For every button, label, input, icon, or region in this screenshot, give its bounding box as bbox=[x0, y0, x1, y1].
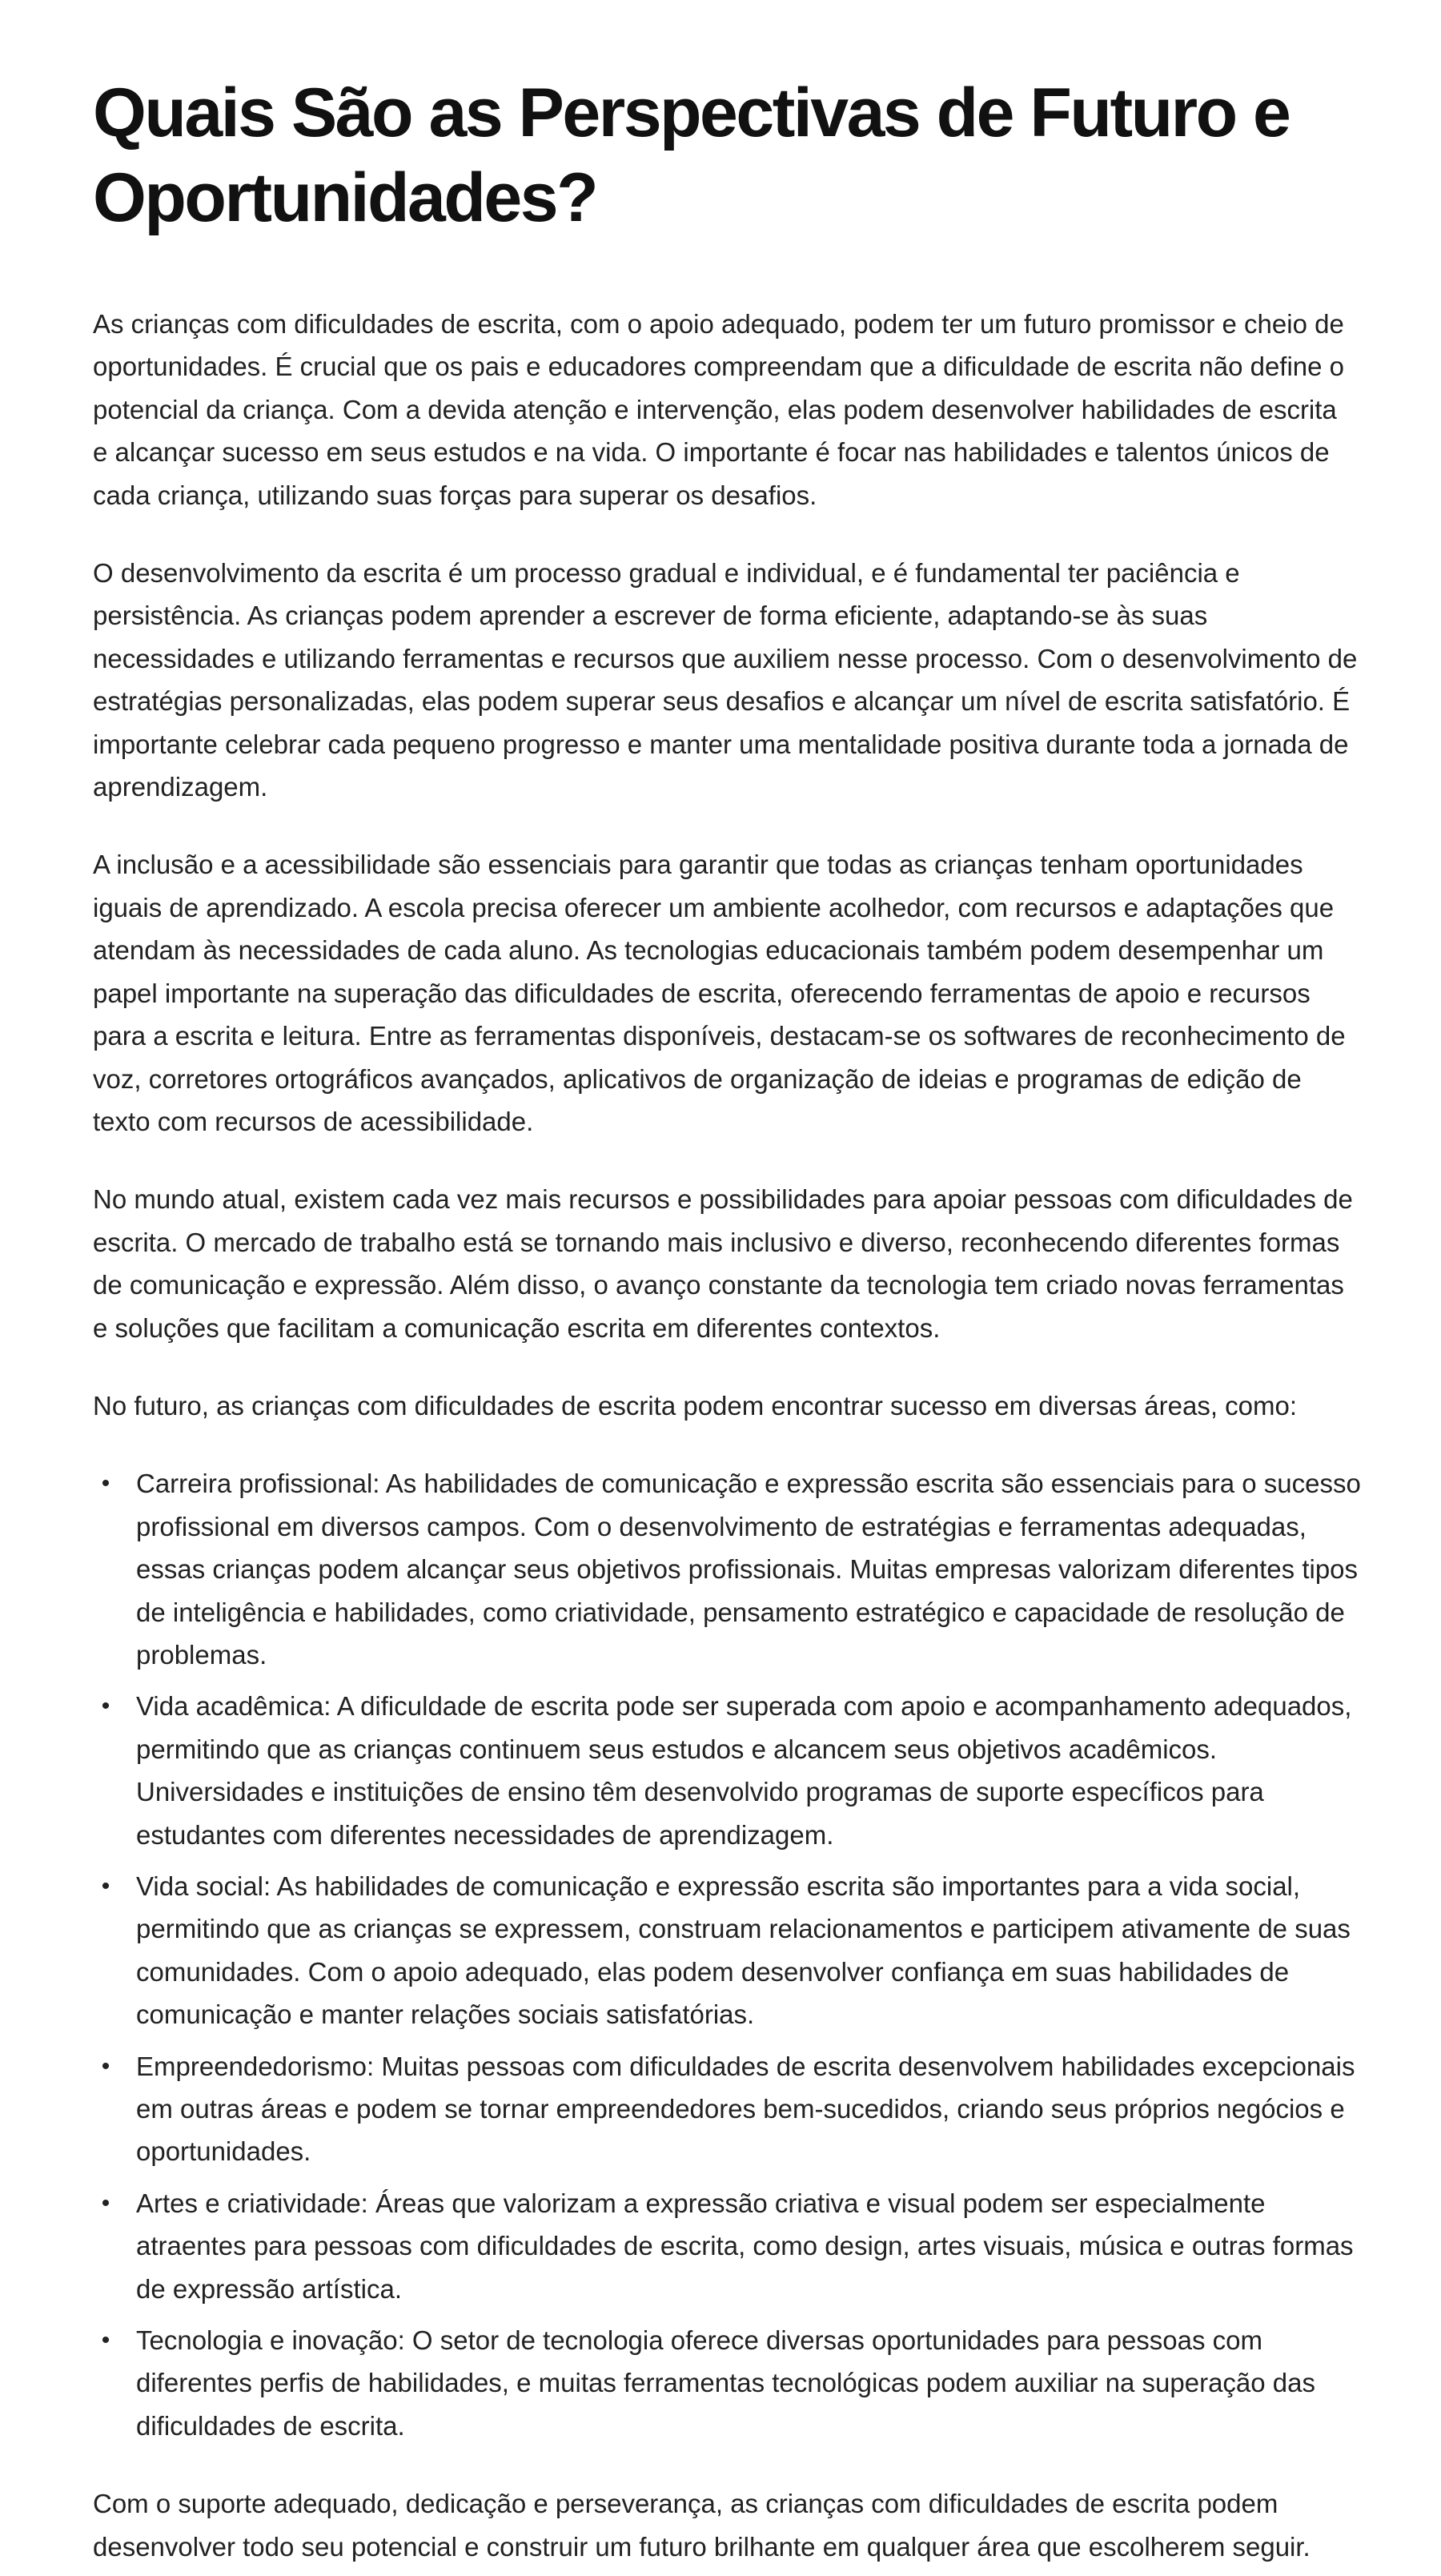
opportunity-areas-list bbox=[93, 1462, 1366, 2447]
list-item bbox=[101, 2182, 1366, 2310]
bullet-icon: • bbox=[101, 1693, 110, 1720]
list-item bbox=[101, 2319, 1366, 2447]
list-item-text: Tecnologia e inovação: O setor de tecnologia oferece diversas oportunidades para pessoas com diferentes perfis de habilidades, e muitas ferramentas tecnológicas podem auxiliar na superação das dificuldades de escrita. bbox=[136, 2325, 1316, 2441]
list-item-text: Vida acadêmica: A dificuldade de escrita pode ser superada com apoio e acompanhamento adequados, permitindo que as crianças continuem seus estudos e alcancem seus objetivos acadêmicos. Universidades e instituições de ensino têm desenvolvido programas de suporte específicos para estudantes com diferentes necessidades de aprendizagem. bbox=[136, 1691, 1352, 1850]
paragraph-intro: As crianças com dificuldades de escrita, com o apoio adequado, podem ter um futuro promissor e cheio de oportunidades. É crucial que os pais e educadores compreendam que a dificuldade de escrita não define o potencial da criança. Com a devida atenção e intervenção, elas podem desenvolver habilidades de escrita e alcançar sucesso em seus estudos e na vida. O importante é focar nas habilidades e talentos únicos de cada criança, utilizando suas forças para superar os desafios. bbox=[93, 309, 1345, 510]
bullet-icon: • bbox=[101, 1470, 110, 1497]
bullet-icon: • bbox=[101, 2327, 110, 2354]
page-title: Quais São as Perspectivas de Futuro e Oportunidades? bbox=[93, 74, 1290, 236]
list-item-text: Empreendedorismo: Muitas pessoas com dificuldades de escrita desenvolvem habilidades excepcionais em outras áreas e podem se tornar empreendedores bem-sucedidos, criando seus próprios negócios e oportunidades. bbox=[136, 2051, 1355, 2167]
list-item-text: Vida social: As habilidades de comunicação e expressão escrita são importantes para a vida social, permitindo que as crianças se expressem, construam relacionamentos e participem ativamente de suas comunidades. Com o apoio adequado, elas podem desenvolver confiança em suas habilidades de comunicação e manter relações sociais satisfatórias. bbox=[136, 1871, 1351, 2030]
list-item bbox=[101, 1865, 1366, 2036]
paragraph-inclusion: A inclusão e a acessibilidade são essenciais para garantir que todas as crianças tenham oportunidades iguais de aprendizado. A escola precisa oferecer um ambiente acolhedor, com recursos e adaptações que atendam às necessidades de cada aluno. As tecnologias educacionais também podem desempenhar um papel importante na superação das dificuldades de escrita, oferecendo ferramentas de apoio e recursos para a escrita e leitura. Entre as ferramentas disponíveis, destacam-se os softwares de reconhecimento de voz, corretores ortográficos avançados, aplicativos de organização de ideias e programas de edição de texto com recursos de acessibilidade. bbox=[93, 850, 1346, 1136]
list-item-text: Carreira profissional: As habilidades de comunicação e expressão escrita são essenciais para o sucesso profissional em diversos campos. Com o desenvolvimento de estratégias e ferramentas adequadas, essas crianças podem alcançar seus objetivos profissionais. Muitas empresas valorizam diferentes tipos de inteligência e habilidades, como criatividade, pensamento estratégico e capacidade de resolução de problemas. bbox=[136, 1469, 1361, 1670]
list-item-text: Artes e criatividade: Áreas que valorizam a expressão criativa e visual podem ser especialmente atraentes para pessoas com dificuldades de escrita, como design, artes visuais, música e outras formas de expressão artística. bbox=[136, 2188, 1354, 2304]
paragraph-modern-world: No mundo atual, existem cada vez mais recursos e possibilidades para apoiar pessoas com dificuldades de escrita. O mercado de trabalho está se tornando mais inclusivo e diverso, reconhecendo diferentes formas de comunicação e expressão. Além disso, o avanço constante da tecnologia tem criado novas ferramentas e soluções que facilitam a comunicação escrita em diferentes contextos. bbox=[93, 1184, 1353, 1343]
paragraph-development: O desenvolvimento da escrita é um processo gradual e individual, e é fundamental ter paciência e persistência. As crianças podem aprender a escrever de forma eficiente, adaptando-se às suas necessidades e utilizando ferramentas e recursos que auxiliem nesse processo. Com o desenvolvimento de estratégias personalizadas, elas podem superar seus desafios e alcançar um nível de escrita satisfatório. É importante celebrar cada pequeno progresso e manter uma mentalidade positiva durante toda a jornada de aprendizagem. bbox=[93, 558, 1358, 802]
list-item bbox=[101, 2045, 1366, 2173]
paragraph-list-intro: No futuro, as crianças com dificuldades de escrita podem encontrar sucesso em diversas áreas, como: bbox=[93, 1390, 1298, 1421]
list-item bbox=[101, 1462, 1366, 1676]
bullet-icon: • bbox=[101, 2189, 110, 2216]
paragraph-closing: Com o suporte adequado, dedicação e perseverança, as crianças com dificuldades de escrita podem desenvolver todo seu potencial e construir um futuro brilhante em qualquer área que escolherem seguir. bbox=[93, 2489, 1311, 2562]
bullet-icon: • bbox=[101, 2052, 110, 2080]
list-item bbox=[101, 1685, 1366, 1856]
bullet-icon: • bbox=[101, 1873, 110, 1899]
